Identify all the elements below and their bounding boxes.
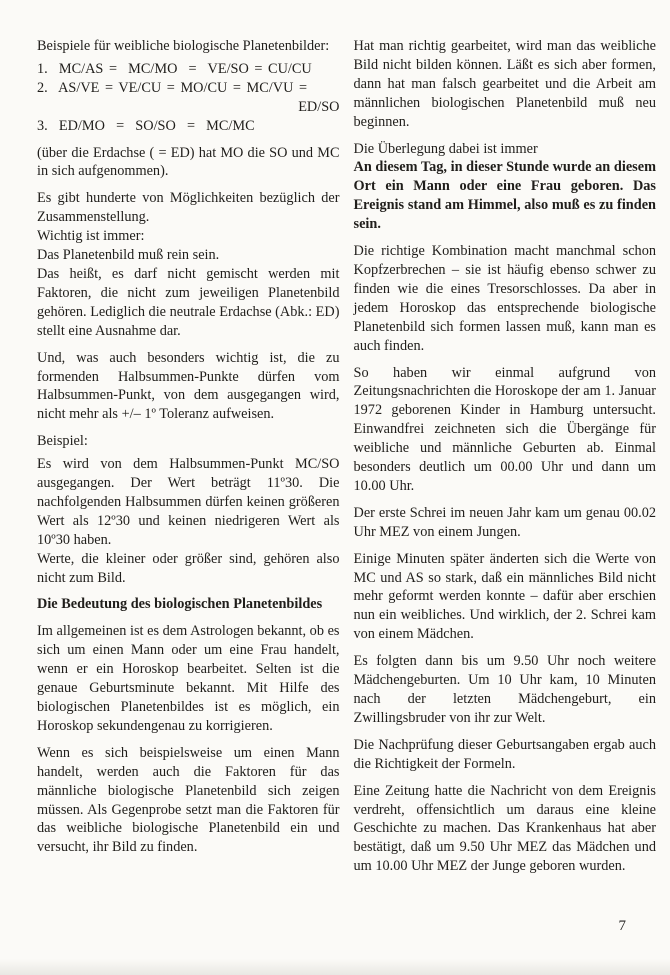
formula-line-3: 3. ED/MO = SO/SO = MC/MC bbox=[37, 117, 255, 134]
paragraph-hamburg-untersuchung: So haben wir einmal aufgrund von Zeitungsnachrichten die Horoskope der am 1. Januar 1972 geborenen Kinder in Hamburg untersucht. Einwandfrei zeichneten sich die Übergänge für weibliche und männliche Geburten ab. Einmal besonders deutlich um 00.00 Uhr und dann um 10.00 Uhr. bbox=[353, 364, 656, 494]
paragraph-wichtig: Wichtig ist immer: bbox=[37, 228, 145, 245]
paragraph-erster-schrei: Der erste Schrei im neuen Jahr kam um genau 00.02 Uhr MEZ von einem Jungen. bbox=[353, 504, 656, 540]
paragraph-maedchengeburten: Es folgten dann bis um 9.50 Uhr noch weitere Mädchengeburten. Um 10 Uhr kam, 10 Minuten nach der letzten Mädchengeburt, ein Zwillingsbruder von ihr zur Welt. bbox=[353, 653, 656, 726]
page-number: 7 bbox=[618, 918, 626, 934]
beispiel-label: Beispiel: bbox=[37, 433, 88, 450]
two-column-text-layout bbox=[37, 37, 656, 884]
paragraph-moeglichkeiten: Es gibt hunderte von Möglichkeiten bezüglich der Zusammenstellung. bbox=[37, 190, 340, 226]
paragraph-nachpruefung: Die Nachprüfung dieser Geburtsangaben ergab auch die Richtigkeit der Formeln. bbox=[353, 736, 656, 772]
paragraph-examples-intro: Beispiele für weibliche biologische Planetenbilder: bbox=[37, 38, 330, 54]
paragraph-toleranz: Und, was auch besonders wichtig ist, die zu formenden Halbsummen-Punkte dürfen vom Halbsummen-Punkt, von dem ausgegangen wird, nicht mehr als +/– 1º Toleranz aufweisen. bbox=[37, 349, 340, 423]
formula-line-1: 1. MC/AS = MC/MO = VE/SO = CU/CU bbox=[37, 60, 312, 77]
paragraph-beispiel-werte: Es wird von dem Halbsummen-Punkt MC/SO ausgegangen. Der Wert beträgt 11º30. Die nachfolgenden Halbsummen dürfen keinen größeren Wert als 12º30 und keinen niedrigeren Wert als 10º30 haben. bbox=[37, 456, 340, 548]
paragraph-werte-nicht-zum-bild: Werte, die kleiner oder größer sind, gehören also nicht zum Bild. bbox=[37, 550, 340, 586]
formula-line-2-continuation: ED/SO bbox=[298, 98, 340, 115]
paragraph-im-allgemeinen: Im allgemeinen ist es dem Astrologen bekannt, ob es sich um einen Mann oder um eine Frau handelt, wenn er ein Horoskop bearbeitet. Selten ist die genaue Geburtsminute bekannt. Mit Hilfe des biologischen Planetenbildes ist es möglich, ein Horoskop sekundengenau zu korrigieren. bbox=[37, 623, 340, 734]
right-column bbox=[354, 37, 657, 884]
paragraph-nicht-gemischt: Das heißt, es darf nicht gemischt werden mit Faktoren, die nicht zum jeweiligen Planetenbild gehören. Lediglich die neutrale Erdachse (Abk.: ED) stellt eine Ausnahme dar. bbox=[37, 265, 340, 339]
formula-line-2: 2. AS/VE = VE/CU = MO/CU = MC/VU = bbox=[37, 79, 308, 96]
paragraph-kombination: Die richtige Kombination macht manchmal schon Kopfzerbrechen – sie ist häufig ebenso schwer zu finden wie die eines Tresorschlosses. Da aber in jedem Horoskop das entsprechende biologische Planetenbild sich formen lassen muß, kann man es auch finden. bbox=[353, 243, 656, 354]
scan-edge-shadow bbox=[0, 959, 670, 975]
section-heading-bedeutung: Die Bedeutung des biologischen Planetenbildes bbox=[37, 596, 323, 613]
left-column bbox=[37, 37, 340, 884]
paragraph-zeitung: Eine Zeitung hatte die Nachricht von dem Ereignis verdreht, offensichtlich um daraus eine kleine Geschichte zu machen. Das Krankenhaus hat aber bestätigt, daß um 9.50 Uhr MEZ das Mädchen und um 10.00 Uhr MEZ der Junge geboren wurden. bbox=[353, 782, 656, 875]
paragraph-an-diesem-tag-bold: An diesem Tag, in dieser Stunde wurde an diesem Ort ein Mann oder eine Frau geboren. Das Ereignis stand am Himmel, also muß es zu finden sein. bbox=[353, 159, 656, 233]
paragraph-einige-minuten: Einige Minuten später änderten sich die Werte von MC und AS so stark, daß ein männliches Bild nicht mehr geformt werden konnte – dafür aber erschien nun ein weibliches. Und wirklich, der 2. Schrei kam von einem Mädchen. bbox=[353, 550, 656, 643]
paragraph-erdachse-note: (über die Erdachse ( = ED) hat MO die SO und MC in sich aufgenommen). bbox=[37, 144, 340, 180]
paragraph-ueberlegung: Die Überlegung dabei ist immer bbox=[353, 140, 538, 157]
paragraph-gegenprobe: Wenn es sich beispielsweise um einen Mann handelt, werden auch die Faktoren für das männliche biologische Planetenbild sich zeigen müssen. Als Gegenprobe setzt man die Faktoren für das weibliche biologische Planetenbild ein und versucht, ihr Bild zu finden. bbox=[37, 744, 340, 856]
paragraph-richtig-gearbeitet: Hat man richtig gearbeitet, wird man das weibliche Bild nicht bilden können. Läßt es sich aber formen, dann hat man falsch gearbeitet und die Arbeit am männlichen biologischen Planetenbild muß neu beginnen. bbox=[353, 38, 656, 130]
formula-list bbox=[37, 60, 340, 136]
paragraph-rein-sein: Das Planetenbild muß rein sein. bbox=[37, 247, 220, 264]
